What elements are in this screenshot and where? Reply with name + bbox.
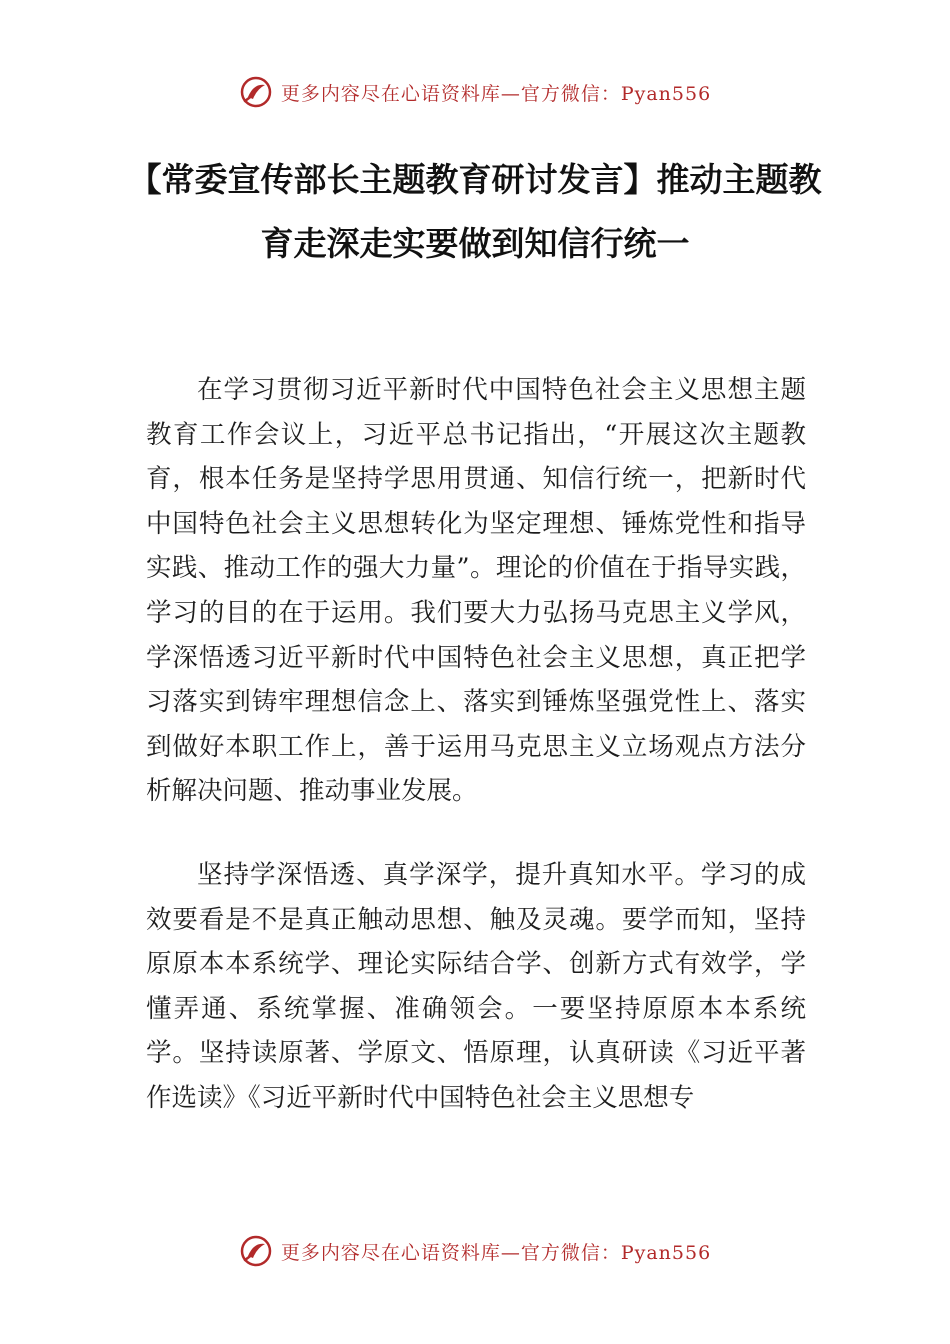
footer-banner-text: 更多内容尽在心语资料库—官方微信：Pyan556 [280,1241,712,1264]
logo-icon [239,75,273,109]
logo-icon [239,1234,273,1268]
footer-banner [0,1229,950,1273]
document-title: 【常委宣传部长主题教育研讨发言】推动主题教育走深走实要做到知信行统一 [128,160,822,263]
header-banner [0,70,950,114]
paragraph-1: 在学习贯彻习近平新时代中国特色社会主义思想主题教育工作会议上，习近平总书记指出，“开展这次主题教育，根本任务是坚持学思用贯通、知信行统一，把新时代中国特色社会主义思想转化为坚定理想、锤炼党性和指导实践、推动工作的强大力量”。理论的价值在于指导实践，学习的目的在于运用。我们要大力弘扬马克思主义学风，学深悟透习近平新时代中国特色社会主义思想，真正把学习落实到铸牢理想信念上、落实到锤炼坚强党性上、落实到做好本职工作上，善于运用马克思主义立场观点方法分析解决问题、推动事业发展。 [146,375,806,807]
paragraph-2: 坚持学深悟透、真学深学，提升真知水平。学习的成效要看是不是真正触动思想、触及灵魂。要学而知，坚持原原本本系统学、理论实际结合学、创新方式有效学，学懂弄通、系统掌握、准确领会。一要坚持原原本本系统学。坚持读原著、学原文、悟原理，认真研读《习近平著作选读》《习近平新时代中国特色社会主义思想专 [146,860,806,1113]
header-banner-text: 更多内容尽在心语资料库—官方微信：Pyan556 [280,82,712,105]
